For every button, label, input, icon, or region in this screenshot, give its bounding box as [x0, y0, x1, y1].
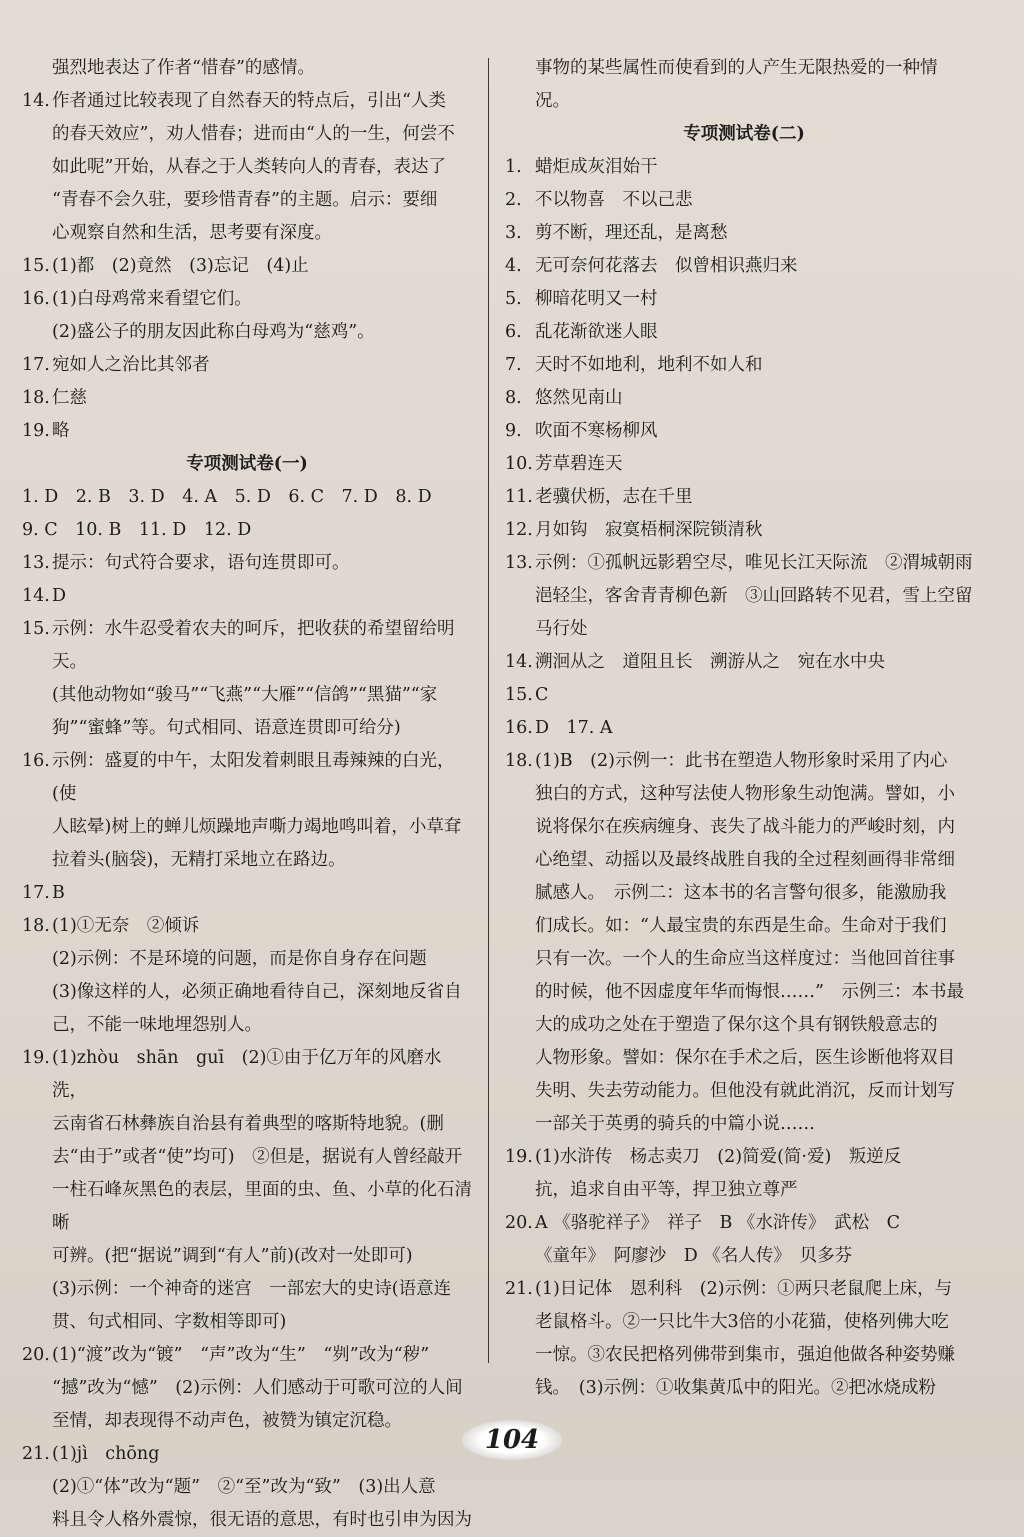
item-text: 示例：盛夏的中午，太阳发着刺眼且毒辣辣的白光，(使	[52, 751, 455, 804]
item-number: 13.	[22, 553, 50, 573]
answer-item	[22, 910, 472, 943]
item-text: 示例：水牛忍受着农夫的呵斥，把收获的希望留给明天。	[52, 619, 455, 672]
item-text: 不以物喜 不以己悲	[535, 190, 693, 210]
item-text: (1)水浒传 杨志卖刀 (2)简爱(简·爱) 叛逆反	[535, 1147, 902, 1167]
answer-line: 料且令人格外震惊，很无语的意思，有时也引申为因为	[52, 1510, 472, 1530]
answer-line: 浥轻尘，客舍青青柳色新 ③山回路转不见君，雪上空留	[535, 586, 973, 606]
answer-item	[22, 382, 472, 415]
answer-item	[505, 184, 983, 217]
item-text: (1)都 (2)竟然 (3)忘记 (4)止	[52, 256, 309, 276]
item-text: 乱花渐欲迷人眼	[535, 322, 658, 342]
left-column	[22, 52, 472, 1537]
item-number: 19.	[505, 1147, 533, 1167]
item-number: 1.	[505, 157, 522, 177]
item-text: (1)“渡”改为“镀” “声”改为“生” “刿”改为“秽”	[52, 1345, 430, 1365]
item-text: 仁慈	[52, 388, 87, 408]
answer-line: (2)示例：不是环境的问题，而是你自身存在问题	[52, 949, 427, 969]
item-number: 17.	[22, 883, 50, 903]
answer-line: 一惊。③农民把格列佛带到集市，强迫他做各种姿势赚	[535, 1345, 955, 1365]
item-text: (1)日记体 恩利科 (2)示例：①两只老鼠爬上床，与	[535, 1279, 953, 1299]
item-text: D	[52, 586, 67, 606]
item-number: 4.	[505, 256, 522, 276]
answer-line: 狗”“蜜蜂”等。句式相同、语意连贯即可给分)	[52, 718, 401, 738]
item-number: 7.	[505, 355, 522, 375]
answer-item	[505, 646, 983, 679]
item-number: 12.	[505, 520, 533, 540]
item-text: (1)B (2)示例一：此书在塑造人物形象时采用了内心	[535, 751, 948, 771]
answer-item	[505, 250, 983, 283]
answer-line: 大的成功之处在于塑造了保尔这个具有钢铁般意志的	[535, 1015, 938, 1035]
item-text: B	[52, 883, 65, 903]
column-divider	[488, 58, 489, 1363]
answer-item	[505, 481, 983, 514]
answer-line: 贯、句式相同、字数相等即可)	[52, 1312, 287, 1332]
answer-item	[22, 1339, 472, 1372]
answer-item	[505, 745, 983, 778]
item-number: 17.	[22, 355, 50, 375]
answer-line: 事物的某些属性而使看到的人产生无限热爱的一种情	[535, 58, 938, 78]
item-text: 宛如人之治比其邻者	[52, 355, 210, 375]
answer-line: 心观察自然和生活，思考要有深度。	[52, 223, 332, 243]
answer-line: 一部关于英勇的骑兵的中篇小说……	[535, 1114, 815, 1134]
item-text: 无可奈何花落去 似曾相识燕归来	[535, 256, 798, 276]
answer-item	[505, 1141, 983, 1174]
answer-line: 可辨。(把“据说”调到“有人”前)(改对一处即可)	[52, 1246, 413, 1266]
answer-line: (3)像这样的人，必须正确地看待自己，深刻地反省自	[52, 982, 462, 1002]
item-number: 2.	[505, 190, 522, 210]
answer-line: 人眩晕)树上的蝉儿烦躁地声嘶力竭地鸣叫着，小草耷	[52, 817, 462, 837]
answer-line: 如此呢”开始，从春之于人类转向人的青春，表达了	[52, 157, 446, 177]
answer-item	[505, 151, 983, 184]
answer-item	[22, 415, 472, 448]
answer-item	[505, 415, 983, 448]
item-text: 示例：①孤帆远影碧空尽，唯见长江天际流 ②渭城朝雨	[535, 553, 973, 573]
answer-line: 老鼠格斗。②一只比牛大3倍的小花猫，使格列佛大吃	[535, 1312, 949, 1332]
answer-line: 的春天效应”，劝人惜春；进而由“人的一生，何尝不	[52, 124, 455, 144]
answer-line: 独白的方式，这种写法使人物形象生动饱满。譬如，小	[535, 784, 955, 804]
right-column	[505, 52, 983, 1405]
item-text: 作者通过比较表现了自然春天的特点后，引出“人类	[52, 91, 446, 111]
item-text: (1)zhòu shān guī (2)①由于亿万年的风磨水洗，	[52, 1048, 442, 1101]
item-number: 19.	[22, 421, 50, 441]
answer-item	[505, 712, 983, 745]
answer-line: 说将保尔在疾病缠身、丧失了战斗能力的严峻时刻，内	[535, 817, 955, 837]
answer-line: 《童年》 阿廖沙 D 《名人传》 贝多芬	[535, 1246, 853, 1266]
item-number: 14.	[22, 586, 50, 606]
item-number: 15.	[22, 619, 50, 639]
item-number: 15.	[22, 256, 50, 276]
item-number: 21.	[22, 1444, 50, 1464]
item-text: A 《骆驼祥子》 祥子 B 《水浒传》 武松 C	[535, 1213, 901, 1233]
answer-line: 况。	[535, 91, 570, 111]
item-number: 14.	[22, 91, 50, 111]
answer-line: 去“由于”或者“使”均可) ②但是，据说有人曾经敲开	[52, 1147, 463, 1167]
answer-line: (其他动物如“骏马”“飞燕”“大雁”“信鸽”“黑猫”“家	[52, 685, 438, 705]
item-text: (1)白母鸡常来看望它们。	[52, 289, 252, 309]
item-number: 20.	[505, 1213, 533, 1233]
item-text: 吹面不寒杨柳风	[535, 421, 658, 441]
item-number: 21.	[505, 1279, 533, 1299]
item-number: 13.	[505, 553, 533, 573]
answer-line: 至情，却表现得不动声色，被赞为镇定沉稳。	[52, 1411, 402, 1431]
answer-item	[22, 349, 472, 382]
answer-line: 腻感人。 示例二：这本书的名言警句很多，能激励我	[535, 883, 947, 903]
item-text: C	[535, 685, 549, 705]
item-number: 10.	[505, 454, 533, 474]
answer-item	[22, 250, 472, 283]
answer-item	[22, 283, 472, 316]
answer-line: 心绝望、动摇以及最终战胜自我的全过程刻画得非常细	[535, 850, 955, 870]
answer-line: (3)示例：一个神奇的迷宫 一部宏大的史诗(语意连	[52, 1279, 452, 1299]
answer-line: 人物形象。譬如：保尔在手术之后，医生诊断他将双目	[535, 1048, 955, 1068]
answer-item	[22, 580, 472, 613]
answer-item	[505, 349, 983, 382]
answer-item	[505, 448, 983, 481]
answer-item	[22, 547, 472, 580]
item-text: 剪不断，理还乱，是离愁	[535, 223, 728, 243]
answer-line: 马行处	[535, 619, 588, 639]
answer-line: 抗，追求自由平等，捍卫独立尊严	[535, 1180, 798, 1200]
item-text: 溯洄从之 道阻且长 溯游从之 宛在水中央	[535, 652, 885, 672]
item-text: 蜡炬成灰泪始干	[535, 157, 658, 177]
answer-item	[22, 1042, 472, 1108]
answer-item	[22, 745, 472, 811]
item-number: 16.	[505, 718, 533, 738]
answer-line: 1. D 2. B 3. D 4. A 5. D 6. C 7. D 8. D	[22, 487, 432, 507]
item-text: 芳草碧连天	[535, 454, 623, 474]
answer-line: 们成长。如：“人最宝贵的东西是生命。生命对于我们	[535, 916, 947, 936]
item-number: 9.	[505, 421, 522, 441]
item-number: 18.	[22, 388, 50, 408]
answer-item	[505, 679, 983, 712]
answer-item	[505, 217, 983, 250]
answer-item	[505, 514, 983, 547]
item-text: 柳暗花明又一村	[535, 289, 658, 309]
item-number: 18.	[505, 751, 533, 771]
answer-item	[22, 613, 472, 679]
item-text: (1)①无奈 ②倾诉	[52, 916, 200, 936]
item-number: 16.	[22, 289, 50, 309]
answer-line: 9. C 10. B 11. D 12. D	[22, 520, 252, 540]
item-number: 16.	[22, 751, 50, 771]
item-number: 18.	[22, 916, 50, 936]
item-text: 悠然见南山	[535, 388, 623, 408]
answer-item	[505, 382, 983, 415]
item-text: 天时不如地利，地利不如人和	[535, 355, 763, 375]
answer-item	[22, 85, 472, 118]
answer-item	[505, 1207, 983, 1240]
section-heading: 专项测试卷(一)	[186, 454, 308, 474]
item-number: 11.	[505, 487, 533, 507]
item-number: 5.	[505, 289, 522, 309]
item-number: 14.	[505, 652, 533, 672]
answer-line: 强烈地表达了作者“惜春”的感情。	[52, 58, 315, 78]
item-text: D 17. A	[535, 718, 613, 738]
answer-item	[22, 1438, 472, 1471]
answer-line: 只有一次。一个人的生命应当这样度过：当他回首往事	[535, 949, 955, 969]
answer-line: “青春不会久驻，要珍惜青春”的主题。启示：要细	[52, 190, 438, 210]
item-text: 月如钩 寂寞梧桐深院锁清秋	[535, 520, 763, 540]
item-text: 老骥伏枥，志在千里	[535, 487, 693, 507]
item-number: 3.	[505, 223, 522, 243]
item-number: 15.	[505, 685, 533, 705]
answer-line: 一柱石峰灰黑色的表层，里面的虫、鱼、小草的化石清晰	[52, 1180, 472, 1233]
answer-line: (2)盛公子的朋友因此称白母鸡为“慈鸡”。	[52, 322, 375, 342]
answer-line: 的时候，他不因虚度年华而悔恨……” 示例三：本书最	[535, 982, 964, 1002]
answer-line: 云南省石林彝族自治县有着典型的喀斯特地貌。(删	[52, 1114, 444, 1134]
item-text: 略	[52, 421, 70, 441]
answer-line: “撼”改为“憾” (2)示例：人们感动于可歌可泣的人间	[52, 1378, 463, 1398]
answer-line: 失明、失去劳动能力。但他没有就此消沉，反而计划写	[535, 1081, 955, 1101]
item-number: 6.	[505, 322, 522, 342]
answer-line: 拉着头(脑袋)，无精打采地立在路边。	[52, 850, 346, 870]
answer-item	[22, 877, 472, 910]
item-number: 8.	[505, 388, 522, 408]
item-text: 提示：句式符合要求，语句连贯即可。	[52, 553, 350, 573]
answer-item	[505, 547, 983, 580]
item-number: 19.	[22, 1048, 50, 1068]
answer-line: 己，不能一味地埋怨别人。	[52, 1015, 262, 1035]
answer-item	[505, 1273, 983, 1306]
answer-item	[505, 283, 983, 316]
item-text: (1)jì chōng	[52, 1444, 160, 1464]
section-heading: 专项测试卷(二)	[683, 124, 805, 144]
answer-line: (2)①“体”改为“题” ②“至”改为“致” (3)出人意	[52, 1477, 436, 1497]
answer-item	[505, 316, 983, 349]
answer-line: 钱。 (3)示例：①收集黄瓜中的阳光。②把冰烧成粉	[535, 1378, 937, 1398]
item-number: 20.	[22, 1345, 50, 1365]
page-number: 104	[462, 1420, 562, 1460]
